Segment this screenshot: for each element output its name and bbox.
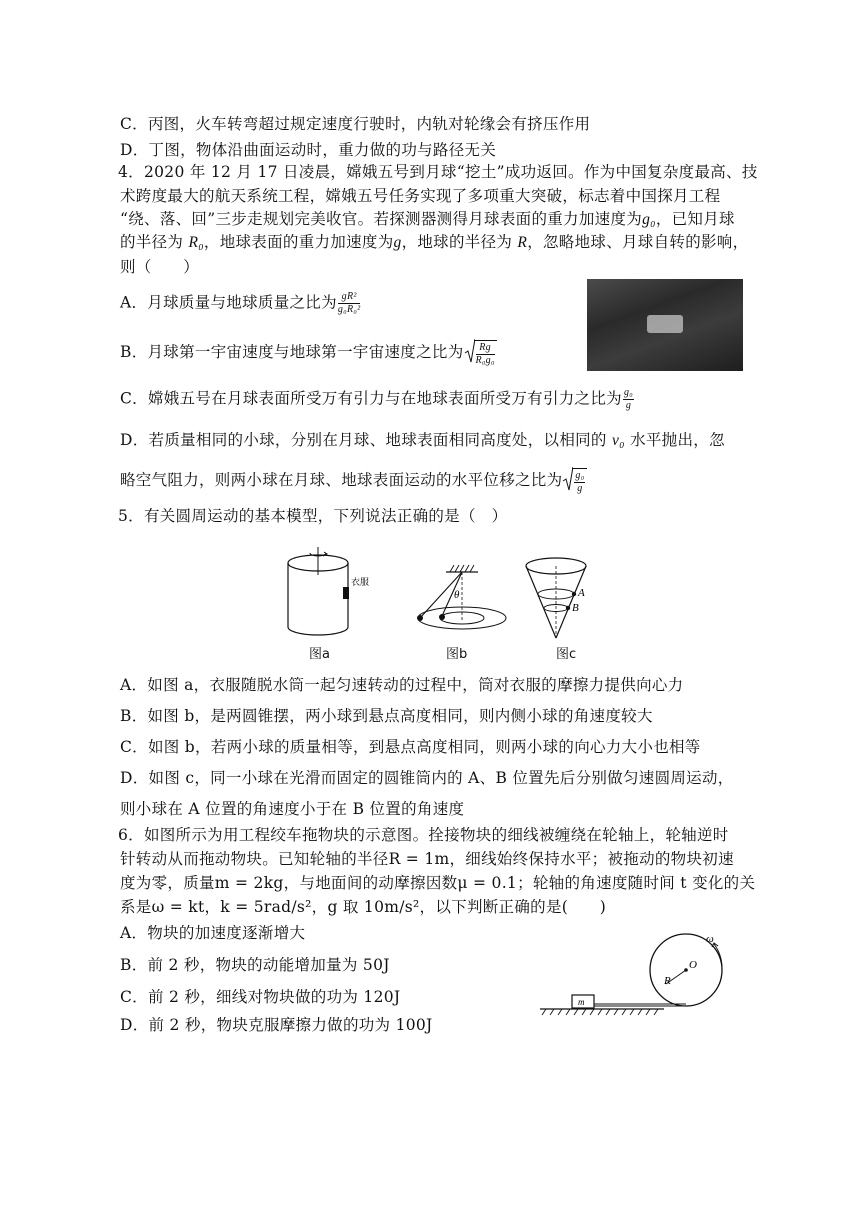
q4-text: ，已知月球 — [655, 210, 735, 228]
q4-option-a-fraction — [338, 292, 361, 315]
q4-stem-line-1: 4．2020 年 12 月 17 日凌晨，嫦娥五号到月球“挖土”成功返回。作为中国复杂度最高、技 — [118, 163, 758, 181]
q4-option-b — [120, 340, 497, 366]
sqrt-sign-icon — [464, 336, 475, 366]
change-e-5-photo — [587, 279, 743, 371]
figure-a-spin-dryer — [276, 545, 376, 640]
figure-c-caption: 图c — [556, 647, 577, 662]
q6-stem-line-1: 6．如图所示为用工程绞车拖物块的示意图。拴接物块的细线被缠绕在轮轴上，轮轴逆时 — [118, 826, 729, 844]
q4-stem-line-5: 则（ ） — [120, 258, 200, 276]
q4-option-c-fraction — [623, 388, 634, 411]
radius-label: R — [664, 975, 671, 987]
q6-option-d: D．前 2 秒，物块克服摩擦力做的功为 100J — [120, 1016, 433, 1034]
figure-a-caption: 图a — [309, 647, 330, 662]
block-label: m — [578, 997, 585, 1007]
clothes-label: 衣服 — [351, 578, 370, 588]
theta-label: θ — [454, 589, 460, 601]
q4-stem-line-4 — [120, 235, 748, 251]
fraction-denominator: R₀g₀ — [475, 355, 495, 366]
symbol-R0: R₀ — [188, 234, 204, 251]
lander-highlight — [647, 315, 683, 333]
q4-text: ，忽略地球、月球自转的影响， — [527, 233, 749, 251]
q4-option-d-text: D．若质量相同的小球，分别在月球、地球表面相同高度处，以相同的 — [120, 431, 612, 449]
q3-option-c: C．丙图，火车转弯超过规定速度行驶时，内轨对轮缘会有挤压作用 — [120, 115, 591, 133]
q3-option-d: D．丁图，物体沿曲面运动时，重力做的功与路径无关 — [120, 141, 497, 159]
q4-option-d-sqrt — [562, 468, 587, 494]
figure-b-caption: 图b — [446, 647, 468, 662]
figure-c-cone — [522, 552, 602, 642]
q5-option-b: B．如图 b，是两圆锥摆，两小球到悬点高度相同，则内侧小球的角速度较大 — [120, 707, 653, 725]
q4-text: ，地球的半径为 — [401, 233, 518, 251]
symbol-v0: v₀ — [611, 432, 625, 449]
omega-label: ω — [706, 933, 714, 945]
q4-option-a — [120, 292, 361, 315]
point-b-label: B — [572, 602, 579, 614]
q4-text: “绕、落、回”三步走规划完美收官。若探测器测得月球表面的重力加速度为 — [120, 210, 643, 228]
sqrt-sign-icon — [562, 464, 573, 494]
q4-text: 的半径为 — [120, 233, 189, 251]
q5-option-a: A．如图 a，衣服随脱水筒一起匀速转动的过程中，筒对衣服的摩擦力提供向心力 — [120, 676, 684, 694]
q4-stem-line-3 — [120, 212, 735, 228]
q4-stem-line-2: 术跨度最大的航天系统工程，嫦娥五号任务实现了多项重大突破，标志着中国探月工程 — [120, 187, 721, 205]
winch-diagram — [536, 932, 732, 1016]
fraction-numerator: gR² — [338, 292, 361, 304]
q6-option-c: C．前 2 秒，细线对物块做的功为 120J — [120, 988, 401, 1006]
q5-option-d-line-1: D．如图 c，同一小球在光滑而固定的圆锥筒内的 A、B 位置先后分别做匀速圆周运动， — [120, 769, 734, 787]
fraction-numerator: Rg — [476, 343, 495, 355]
fraction-denominator: g — [577, 483, 583, 494]
q4-option-d-line-1 — [120, 433, 725, 449]
q4-option-c — [120, 388, 635, 411]
fraction-numerator: g₀ — [575, 470, 585, 481]
center-label: O — [689, 959, 697, 971]
q4-option-c-text: C．嫦娥五号在月球表面所受万有引力与在地球表面所受万有引力之比为 — [120, 389, 622, 408]
q4-option-d-line-2 — [120, 468, 587, 494]
symbol-R: R — [517, 234, 528, 251]
q4-option-d-text: 略空气阻力，则两小球在月球、地球表面运动的水平位移之比为 — [120, 471, 563, 489]
q6-option-a: A．物块的加速度逐渐增大 — [120, 924, 306, 942]
q5-option-d-line-2: 则小球在 A 位置的角速度小于在 B 位置的角速度 — [120, 800, 465, 818]
q6-stem-line-4: 系是ω = kt，k = 5rad/s²，g 取 10m/s²，以下判断正确的是( ) — [120, 898, 607, 916]
q5-option-c: C．如图 b，若两小球的质量相等，到悬点高度相同，则两小球的向心力大小也相等 — [120, 738, 701, 756]
q4-option-d-text: 水平抛出，忽 — [624, 431, 725, 449]
fraction-denominator: g₀R₀² — [337, 304, 361, 315]
q4-option-b-sqrt — [464, 340, 497, 366]
q6-option-b: B．前 2 秒，物块的动能增加量为 50J — [120, 956, 390, 974]
point-a-label: A — [578, 587, 585, 599]
symbol-g: g — [393, 234, 402, 251]
q6-stem-line-2: 针转动从而拖动物块。已知轮轴的半径R = 1m，细线始终保持水平；被拖动的物块初速 — [120, 850, 734, 868]
fraction-numerator: g₀ — [623, 387, 634, 398]
symbol-g0: g₀ — [642, 211, 656, 228]
q4-option-a-text: A．月球质量与地球质量之比为 — [120, 293, 337, 312]
q5-stem: 5．有关圆周运动的基本模型，下列说法正确的是（ ） — [118, 507, 508, 525]
q4-text: ，地球表面的重力加速度为 — [203, 233, 394, 251]
figure-b-conical-pendulum — [408, 560, 520, 640]
fraction-denominator: g — [625, 400, 632, 411]
q6-stem-line-3: 度为零，质量m = 2kg，与地面间的动摩擦因数μ = 0.1；轮轴的角速度随时间 t 变化的关 — [120, 874, 756, 892]
q4-option-b-text: B．月球第一宇宙速度与地球第一宇宙速度之比为 — [120, 343, 464, 361]
